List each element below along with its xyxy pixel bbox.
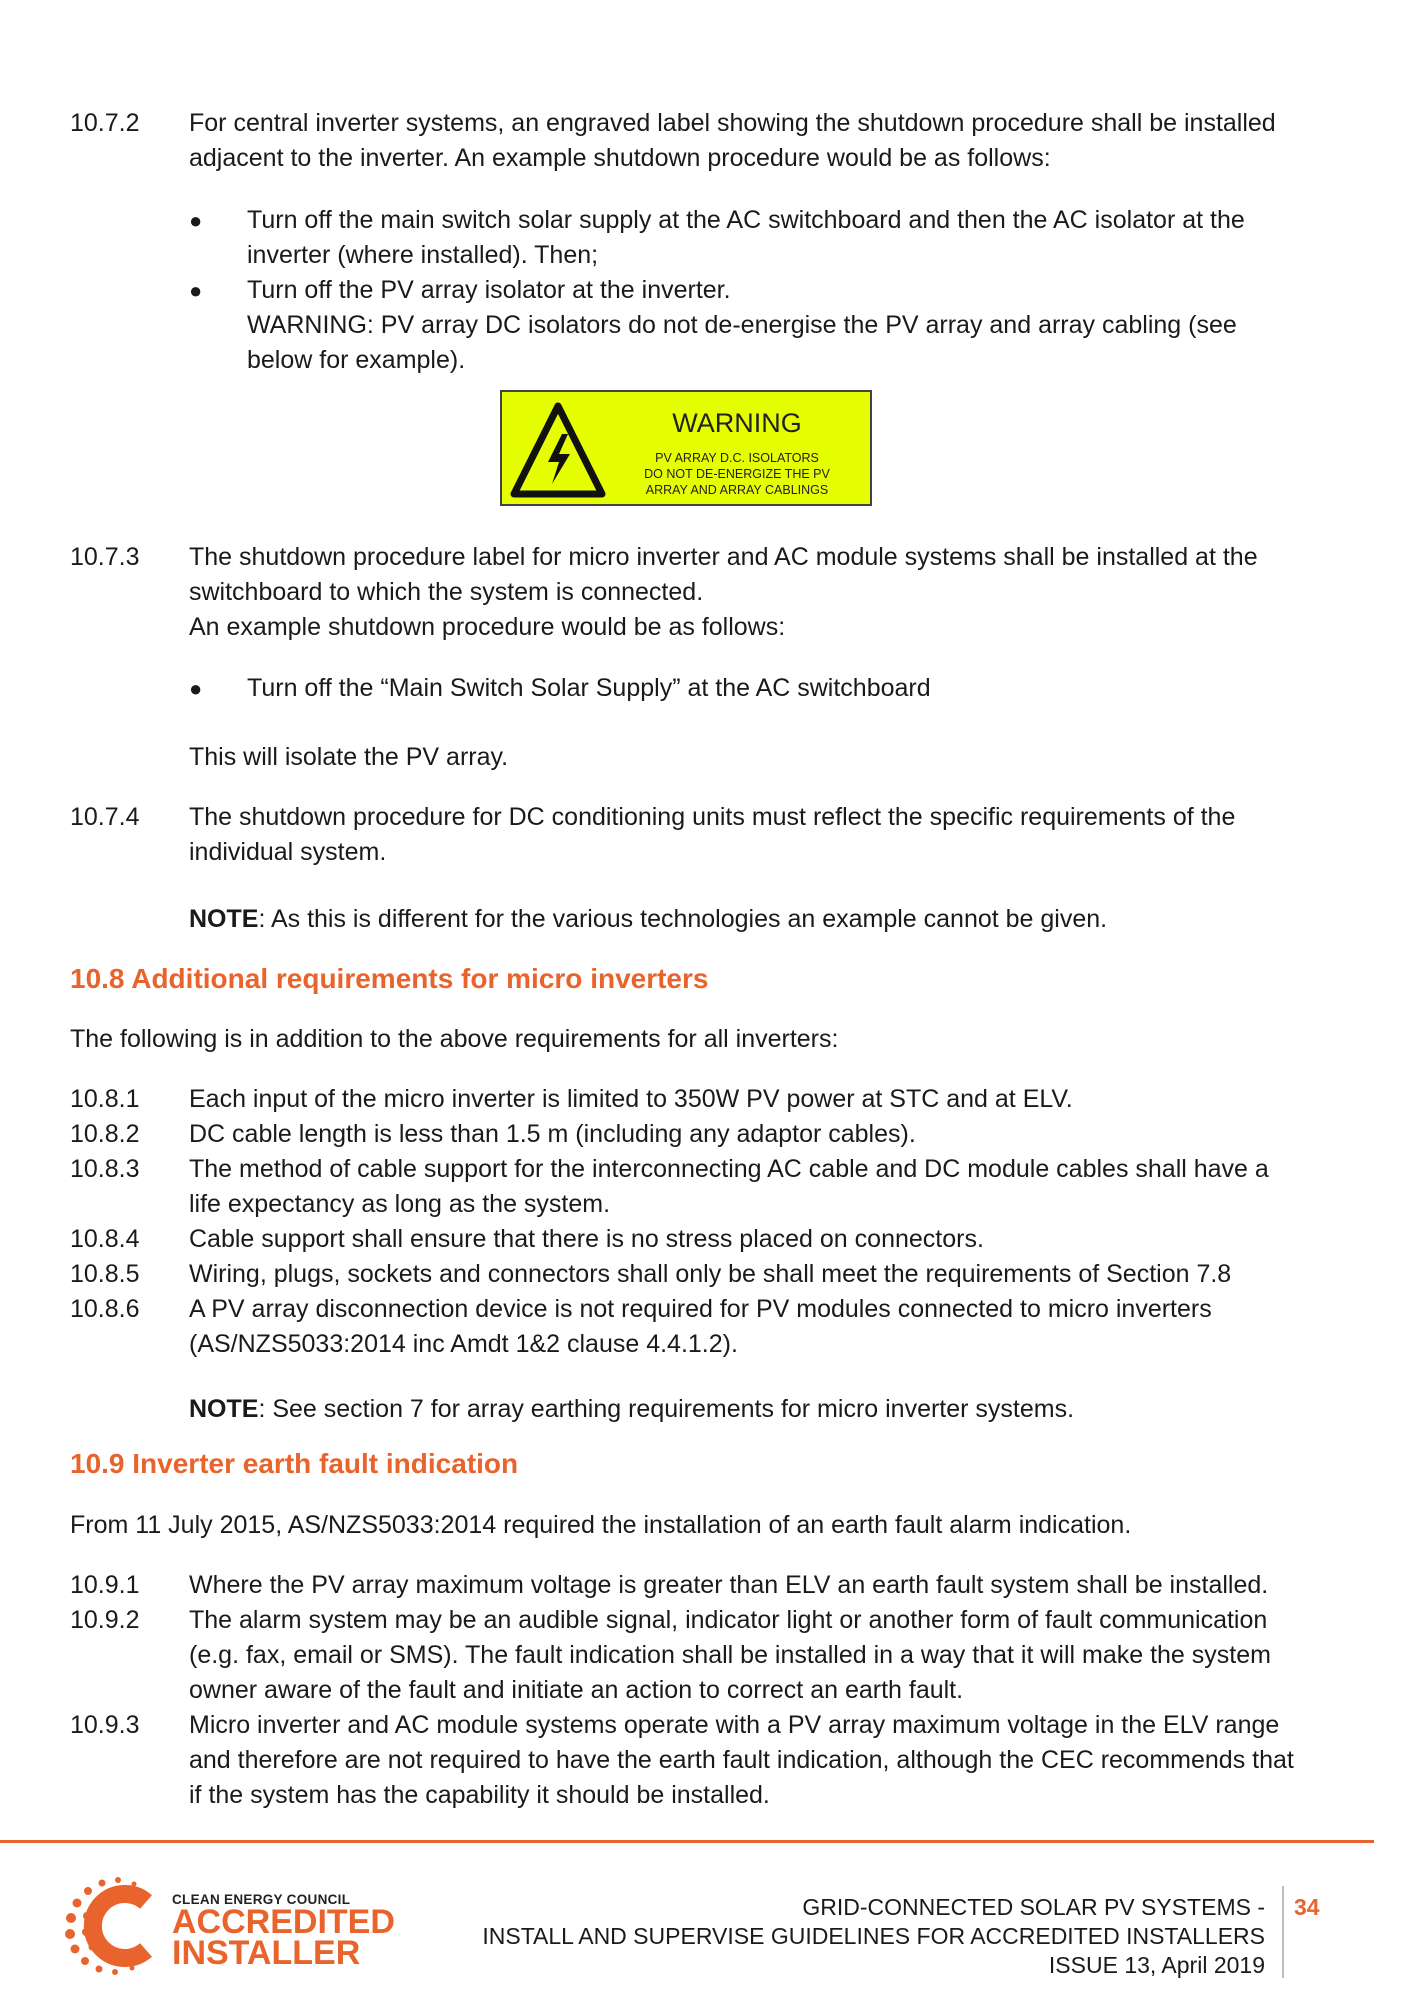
text-line: For central inverter systems, an engraved label showing the shutdown procedure shall be installed (189, 109, 1276, 137)
footer-divider (1282, 1886, 1284, 1978)
footer-rule (0, 1840, 1374, 1843)
warning-title: WARNING (672, 408, 802, 438)
text-line: adjacent to the inverter. An example shutdown procedure would be as follows: (189, 144, 1051, 172)
warning-text-line: PV ARRAY D.C. ISOLATORS (655, 451, 819, 465)
logo-org-name: CLEAN ENERGY COUNCIL (172, 1892, 351, 1907)
warning-text-line: DO NOT DE-ENERGIZE THE PV (644, 467, 830, 481)
logo-line-1: ACCREDITED (172, 1903, 395, 1941)
text-line: inverter (where installed). Then; (247, 241, 599, 269)
bullet-icon: ● (189, 278, 203, 303)
text-line: owner aware of the fault and initiate an action to correct an earth fault. (189, 1676, 964, 1704)
clause-text (189, 800, 1369, 870)
text-line: A PV array disconnection device is not required for PV modules connected to micro inverters (189, 1295, 1212, 1323)
text-line: and therefore are not required to have the earth fault indication, although the CEC recommends that (189, 1746, 1294, 1774)
text-line: Turn off the main switch solar supply at the AC switchboard and then the AC isolator at the (247, 206, 1245, 234)
clause-number: 10.8.1 (70, 1085, 140, 1113)
text-line: The alarm system may be an audible signal, indicator light or another form of fault communication (189, 1606, 1268, 1634)
footer-title-line-2: INSTALL AND SUPERVISE GUIDELINES FOR ACCREDITED INSTALLERS (482, 1923, 1265, 1949)
clause-number: 10.8.5 (70, 1260, 140, 1288)
text-line: (AS/NZS5033:2014 inc Amdt 1&2 clause 4.4.1.2). (189, 1330, 738, 1358)
text-line: below for example). (247, 346, 466, 374)
page-number: 34 (1294, 1894, 1320, 1920)
clause-number: 10.8.6 (70, 1295, 140, 1323)
clause-text (189, 540, 1369, 645)
footer-title-line-1: GRID-CONNECTED SOLAR PV SYSTEMS - (802, 1894, 1265, 1920)
note-text: : See section 7 for array earthing requirements for micro inverter systems. (258, 1395, 1075, 1423)
text-line: life expectancy as long as the system. (189, 1190, 611, 1218)
warning-label-image (500, 390, 872, 506)
accredited-installer-logo (62, 1872, 395, 1972)
cec-c-logo-icon (62, 1872, 174, 1980)
section-heading-10-9: 10.9 Inverter earth fault indication (70, 1448, 519, 1479)
clause-number: 10.7.4 (70, 803, 140, 831)
text-line: Micro inverter and AC module systems operate with a PV array maximum voltage in the ELV range (189, 1711, 1280, 1739)
electrical-hazard-triangle-icon (510, 400, 606, 500)
text-line: Wiring, plugs, sockets and connectors shall only be shall meet the requirements of Section 7.8 (189, 1260, 1232, 1288)
footer-issue: ISSUE 13, April 2019 (1048, 1952, 1265, 1978)
paragraph: This will isolate the PV array. (189, 743, 509, 771)
text-line: if the system has the capability it should be installed. (189, 1781, 770, 1809)
text-line: The shutdown procedure for DC conditioning units must reflect the specific requirements of the (189, 803, 1236, 831)
text-line: (e.g. fax, email or SMS). The fault indication shall be installed in a way that it will make the system (189, 1641, 1271, 1669)
bullet-icon: ● (189, 676, 203, 701)
text-line: An example shutdown procedure would be as follows: (189, 613, 786, 641)
bullet-icon: ● (189, 208, 203, 233)
text-line: WARNING: PV array DC isolators do not de-energise the PV array and array cabling (see (247, 311, 1237, 339)
text-line: Turn off the “Main Switch Solar Supply” at the AC switchboard (247, 674, 931, 702)
text-line: The shutdown procedure label for micro inverter and AC module systems shall be installed at the (189, 543, 1258, 571)
clause-text (189, 106, 1369, 176)
text-line: Where the PV array maximum voltage is greater than ELV an earth fault system shall be installed. (189, 1571, 1269, 1599)
note-label: NOTE (189, 1395, 259, 1423)
note (189, 1392, 1074, 1427)
text-line: individual system. (189, 838, 387, 866)
text-line: Each input of the micro inverter is limited to 350W PV power at STC and at ELV. (189, 1085, 1073, 1113)
clause-number: 10.8.2 (70, 1120, 140, 1148)
text-line: Cable support shall ensure that there is no stress placed on connectors. (189, 1225, 984, 1253)
text-line: DC cable length is less than 1.5 m (including any adaptor cables). (189, 1120, 916, 1148)
clause-number: 10.8.3 (70, 1155, 140, 1183)
clause-number: 10.7.3 (70, 543, 140, 571)
clause-number: 10.8.4 (70, 1225, 140, 1253)
section-heading-10-8: 10.8 Additional requirements for micro inverters (70, 963, 709, 994)
note-text: : As this is different for the various technologies an example cannot be given. (258, 905, 1108, 933)
clause-number: 10.9.1 (70, 1571, 140, 1599)
paragraph: From 11 July 2015, AS/NZS5033:2014 required the installation of an earth fault alarm indication. (70, 1511, 1132, 1539)
clause-number: 10.9.2 (70, 1606, 140, 1634)
note (189, 902, 1107, 937)
warning-text-line: ARRAY AND ARRAY CABLINGS (645, 483, 829, 497)
clause-number: 10.9.3 (70, 1711, 140, 1739)
clause-number: 10.7.2 (70, 109, 140, 137)
note-label: NOTE (189, 905, 259, 933)
text-line: Turn off the PV array isolator at the inverter. (247, 276, 731, 304)
paragraph: The following is in addition to the above requirements for all inverters: (70, 1025, 839, 1053)
text-line: The method of cable support for the interconnecting AC cable and DC module cables shall have a (189, 1155, 1269, 1183)
logo-line-2: INSTALLER (172, 1934, 361, 1972)
text-line: switchboard to which the system is connected. (189, 578, 704, 606)
